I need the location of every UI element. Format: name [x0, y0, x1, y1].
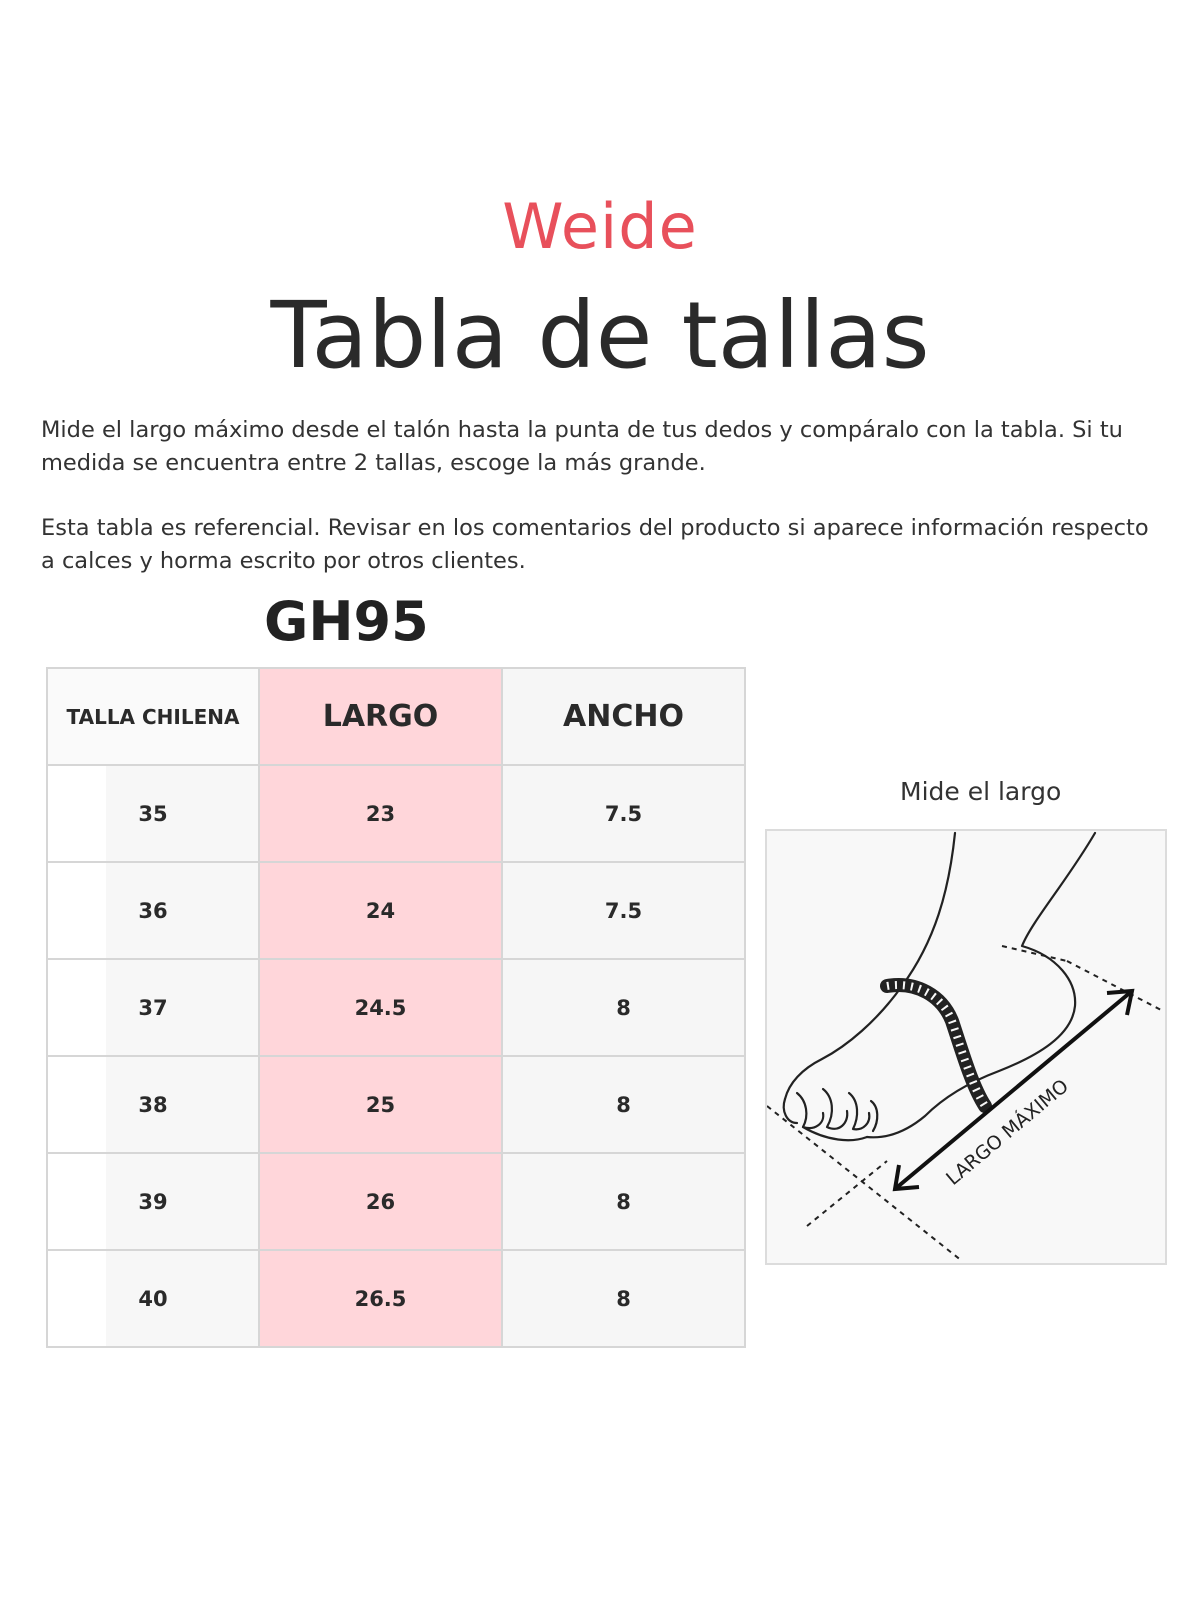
cell-talla: 36 [47, 862, 259, 959]
cell-ancho: 8 [502, 1056, 745, 1153]
table-header-row [47, 668, 745, 765]
table-row [47, 959, 745, 1056]
cell-ancho: 8 [502, 1153, 745, 1250]
cell-talla: 38 [47, 1056, 259, 1153]
sandal-strap [887, 985, 985, 1106]
table-row [47, 1250, 745, 1347]
table-row [47, 1056, 745, 1153]
cell-largo: 25 [259, 1056, 502, 1153]
cell-talla: 39 [47, 1153, 259, 1250]
foot-measure-illustration [765, 829, 1167, 1265]
cell-ancho: 7.5 [502, 862, 745, 959]
cell-largo: 24.5 [259, 959, 502, 1056]
size-table [46, 667, 746, 1348]
header-talla-chilena: TALLA CHILENA [47, 668, 259, 765]
guide-lines [767, 946, 1163, 1261]
table-row [47, 1153, 745, 1250]
disclaimer-paragraph: Esta tabla es referencial. Revisar en los comentarios del producto si aparece información respecto a calces y horma escrito por otros clientes. [41, 515, 1149, 574]
cell-ancho: 7.5 [502, 765, 745, 862]
cell-talla: 37 [47, 959, 259, 1056]
cell-largo: 26.5 [259, 1250, 502, 1347]
cell-ancho: 8 [502, 959, 745, 1056]
cell-largo: 24 [259, 862, 502, 959]
cell-largo: 26 [259, 1153, 502, 1250]
model-code: GH95 [264, 590, 429, 653]
toe-guide-line [767, 1106, 962, 1261]
cell-ancho: 8 [502, 1250, 745, 1347]
table-row [47, 765, 745, 862]
brand-logo: Weide [502, 190, 698, 263]
instruction-paragraph: Mide el largo máximo desde el talón hasta la punta de tus dedos y compáralo con la tabla. Si tu medida se encuentra entre 2 tallas, escoge la más grande. [41, 417, 1123, 476]
header-largo: LARGO [259, 668, 502, 765]
table-row [47, 862, 745, 959]
header-ancho: ANCHO [502, 668, 745, 765]
cell-talla: 35 [47, 765, 259, 862]
cell-talla: 40 [47, 1250, 259, 1347]
page-title: Tabla de tallas [270, 282, 930, 389]
cell-largo: 23 [259, 765, 502, 862]
measure-caption: Mide el largo [900, 777, 1062, 806]
arrow-label: LARGO MÁXIMO [942, 1075, 1073, 1190]
heel-top-guide [1002, 946, 1067, 961]
foot-drawing [767, 831, 1165, 1263]
length-arrow-icon [895, 991, 1132, 1189]
